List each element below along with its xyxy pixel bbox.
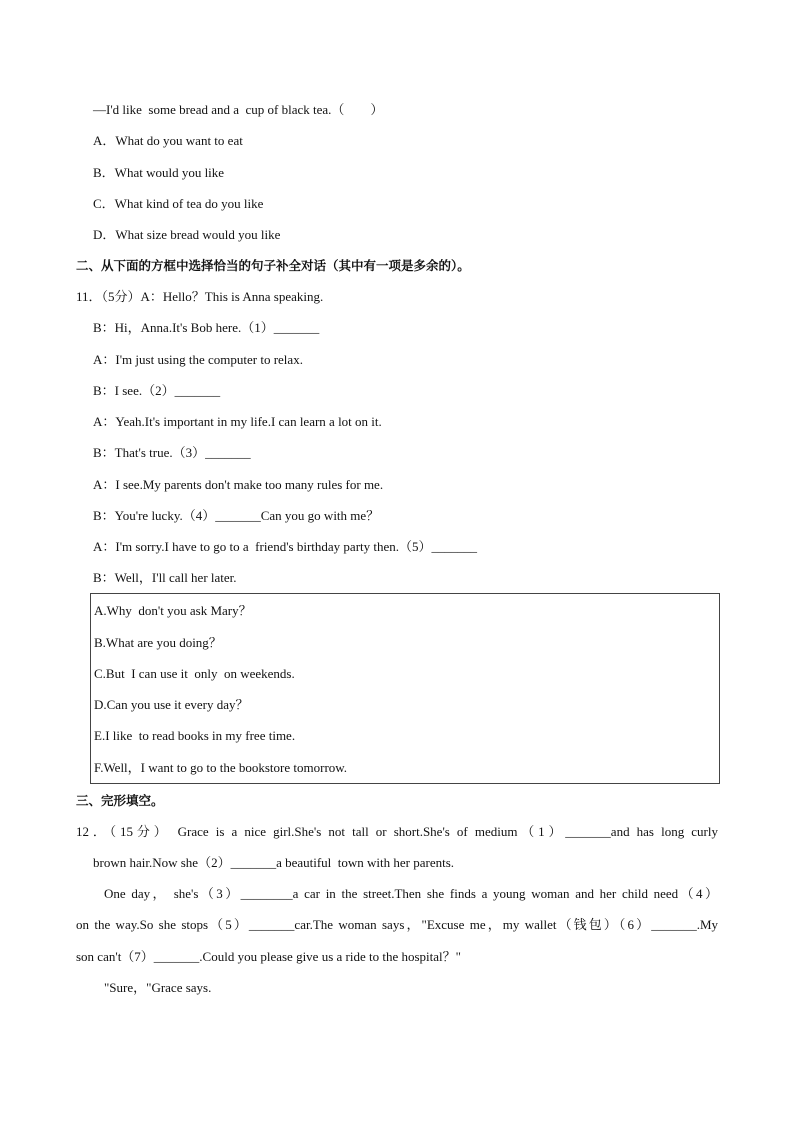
dialogue-line: B：Hi，Anna.It's Bob here.（1）_______ (93, 320, 320, 335)
dialogue-line: B：Well，I'll call her later. (93, 570, 237, 585)
dialogue-line: A：I see.My parents don't make too many rules for me. (93, 477, 384, 492)
option-a: A．What do you want to eat (93, 133, 243, 148)
passage-line: son can't（7）_______.Could you please give us a ride to the hospital？" (76, 949, 461, 964)
box-option-f: F.Well，I want to go to the bookstore tomorrow. (94, 760, 348, 775)
box-option-b: B.What are you doing？ (94, 635, 222, 650)
options-box (90, 593, 720, 784)
passage-line: "Sure，"Grace says. (104, 980, 212, 995)
dialogue-line: B：That's true.（3）_______ (93, 445, 251, 460)
section-3-heading: 三、完形填空。 (76, 793, 164, 808)
dialogue-line: B：I see.（2）_______ (93, 383, 221, 398)
dialogue-line: A：Yeah.It's important in my life.I can learn a lot on it. (93, 414, 382, 429)
passage-line: 12．（15分） Grace is a nice girl.She's not tall or short.She's of medium（1）_______and has long curly (76, 824, 718, 839)
section-2-heading: 二、从下面的方框中选择恰当的句子补全对话（其中有一项是多余的）。 (76, 258, 470, 273)
box-option-e: E.I like to read books in my free time. (94, 728, 296, 743)
question-11-stem: 11．（5分）A：Hello？This is Anna speaking. (76, 289, 324, 304)
passage-line: One day， she's（3）________a car in the street.Then she finds a young woman and her child need（4） (104, 886, 718, 901)
option-c: C．What kind of tea do you like (93, 196, 264, 211)
dialogue-line: A：I'm just using the computer to relax. (93, 352, 303, 367)
option-d: D．What size bread would you like (93, 227, 281, 242)
question-10-stem: —I'd like some bread and a cup of black tea.（ ） (93, 102, 384, 117)
option-b: B．What would you like (93, 165, 225, 180)
passage-line: brown hair.Now she（2）_______a beautiful town with her parents. (93, 855, 455, 870)
box-option-a: A.Why don't you ask Mary？ (94, 603, 252, 618)
box-option-c: C.But I can use it only on weekends. (94, 666, 295, 681)
dialogue-line: B：You're lucky.（4）_______Can you go with me？ (93, 508, 380, 523)
dialogue-line: A：I'm sorry.I have to go to a friend's birthday party then.（5）_______ (93, 539, 478, 554)
passage-line: on the way.So she stops（5）_______car.The woman says，"Excuse me，my wallet（钱包）（6）_______.My (76, 917, 718, 932)
box-option-d: D.Can you use it every day？ (94, 697, 249, 712)
